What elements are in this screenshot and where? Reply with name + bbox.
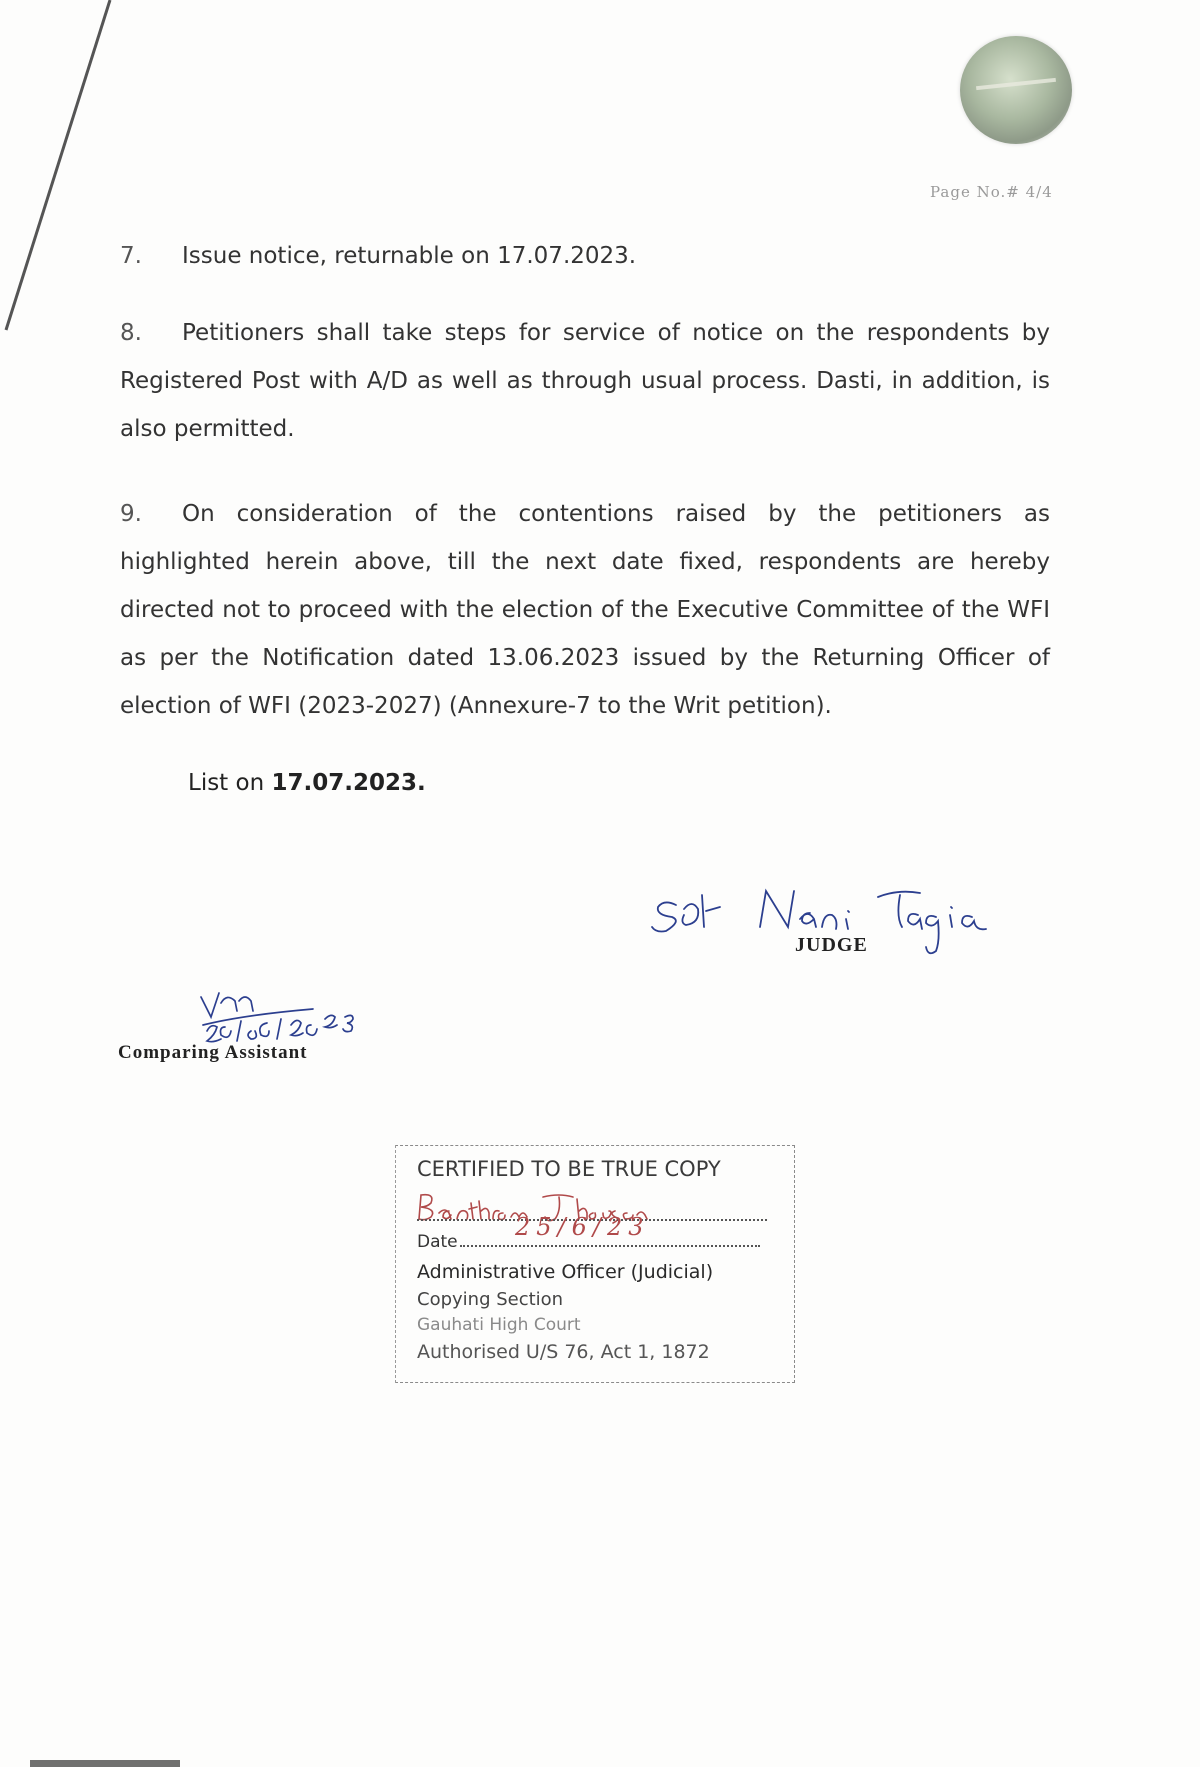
paragraph-number: 8. — [120, 320, 142, 346]
page-number: Page No.# 4/4 — [930, 183, 1053, 201]
stamp-authority: Authorised U/S 76, Act 1, 1872 — [417, 1341, 710, 1363]
stamp-section: Copying Section — [417, 1289, 564, 1310]
paragraph-7 — [120, 232, 1050, 280]
certified-copy-stamp — [395, 1145, 795, 1385]
paragraph-text: Petitioners shall take steps for service of notice on the respondents by Registered Post with A/D as well as through usual process. Dasti, in addition, is also permitted. — [120, 320, 1050, 442]
listing-prefix: List on — [188, 770, 272, 796]
stamp-title: CERTIFIED TO BE TRUE COPY — [417, 1157, 721, 1181]
comparing-assistant-label: Comparing Assistant — [118, 1042, 308, 1063]
judge-label: JUDGE — [795, 934, 868, 956]
stamp-date-value: 25/6/23 — [515, 1213, 650, 1241]
paragraph-9 — [120, 490, 1050, 730]
paragraph-text: Issue notice, returnable on 17.07.2023. — [182, 243, 637, 269]
scan-bottom-mark — [30, 1760, 180, 1767]
paragraph-8 — [120, 309, 1050, 453]
stamp-date-label: Date — [417, 1232, 458, 1252]
stamp-court: Gauhati High Court — [417, 1315, 581, 1335]
listing-line — [188, 770, 426, 796]
paragraph-text: On consideration of the contentions raised by the petitioners as highlighted herein above, till the next date fixed, respondents are hereby directed not to proceed with the election of the Executive Committee of the WFI as per the Notification dated 13.06.2023 issued by the Returning Officer of election of WFI (2023-2027) (Annexure-7 to the Writ petition). — [120, 501, 1050, 719]
comparing-assistant-signature — [195, 975, 395, 1045]
court-seal-image — [960, 36, 1072, 144]
stamp-officer: Administrative Officer (Judicial) — [417, 1261, 714, 1283]
paragraph-number: 7. — [120, 243, 142, 269]
listing-date: 17.07.2023. — [271, 770, 426, 796]
paragraph-number: 9. — [120, 501, 142, 527]
